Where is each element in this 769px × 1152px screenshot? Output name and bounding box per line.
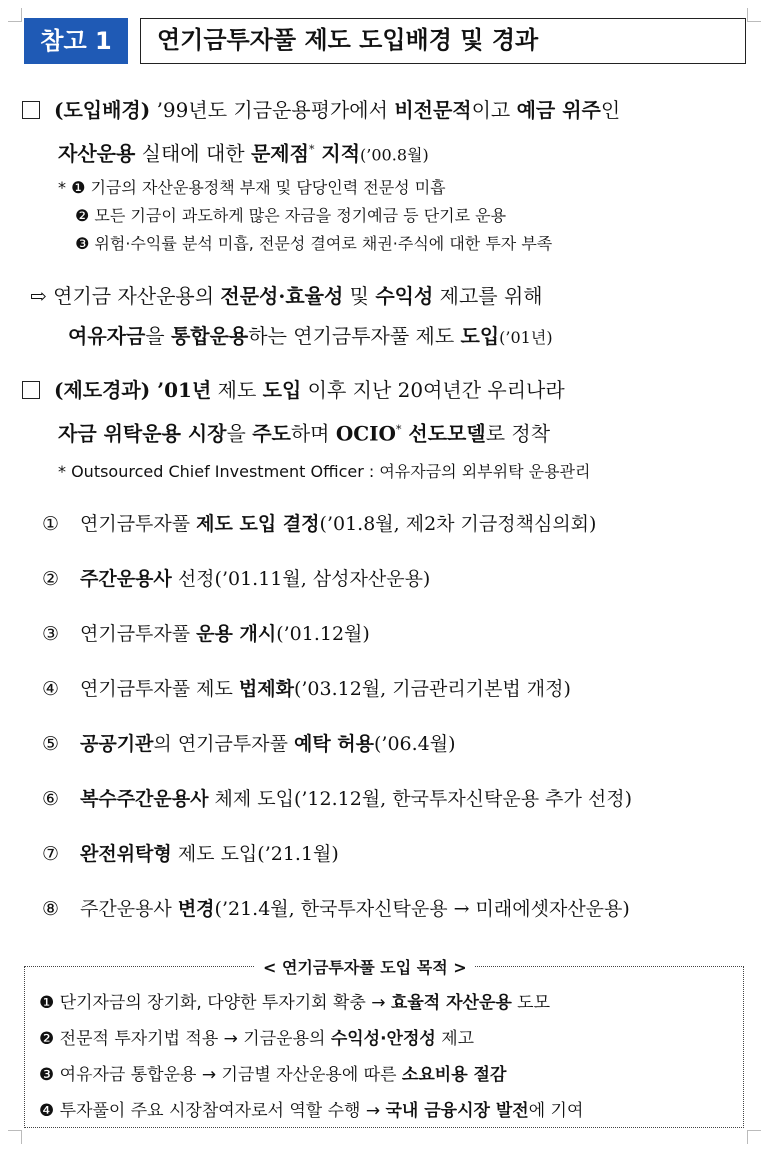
list-item: ③ 연기금투자풀 운용 개시(’01.12월) [42,623,370,645]
background-line-1: (도입배경) ’99년도 기금운용평가에서 비전문적이고 예금 위주인 [22,90,620,130]
list-item: ② 주간운용사 선정(’01.11월, 삼성자산운용) [42,568,431,590]
purpose-box [24,958,744,1128]
background-section [22,90,620,170]
crop-mark [8,8,22,22]
checkbox-square-icon [22,101,40,119]
history-section [22,370,565,450]
crop-mark [747,1130,761,1144]
right-arrow-icon: ⇨ [30,284,47,308]
crop-mark [747,8,761,22]
note-line: * ❶ 기금의 자산운용정책 부재 및 담당인력 전문성 미흡 [58,178,446,197]
history-line-2: 자금 위탁운용 시장을 주도하며 OCIO* 선도모델로 정착 [58,421,551,446]
purpose-line: ❸ 여유자금 통합운용 → 기금별 자산운용에 따른 소요비용 절감 [39,1065,507,1085]
list-item: ⑥ 복수주간운용사 체제 도입(’12.12월, 한국투자신탁운용 추가 선정) [42,788,632,810]
background-notes [58,174,552,258]
list-item: ⑦ 완전위탁형 제도 도입(’21.1월) [42,843,339,865]
purpose-line: ❹ 투자풀이 주요 시장참여자로서 역할 수행 → 국내 금융시장 발전에 기여 [39,1101,584,1121]
reference-badge: 참고 1 [24,18,128,64]
conclusion-section [30,276,553,356]
conclusion-line-1: ⇨ 연기금 자산운용의 전문성·효율성 및 수익성 제고를 위해 [30,284,543,308]
list-item: ① 연기금투자풀 제도 도입 결정(’01.8월, 제2차 기금정책심의회) [42,513,597,535]
crop-mark [8,1130,22,1144]
conclusion-line-2: 여유자금을 통합운용하는 연기금투자풀 제도 도입(’01년) [68,324,553,348]
checkbox-square-icon [22,381,40,399]
timeline-list [42,504,632,944]
list-item: ⑤ 공공기관의 연기금투자풀 예탁 허용(’06.4월) [42,733,456,755]
note-line: ❷ 모든 기금이 과도하게 많은 자금을 정기예금 등 단기로 운용 [75,206,507,225]
list-item: ⑧ 주간운용사 변경(’21.4월, 한국투자신탁운용 → 미래에셋자산운용) [42,898,630,920]
history-note [58,458,590,486]
page-title: 연기금투자풀 제도 도입배경 및 경과 [140,18,746,64]
list-item: ④ 연기금투자풀 제도 법제화(’03.12월, 기금관리기본법 개정) [42,678,571,700]
background-line-2: 자산운용 실태에 대한 문제점* 지적(’00.8월) [58,141,429,166]
history-line-1: (제도경과) ’01년 제도 도입 이후 지난 20여년간 우리나라 [22,370,565,410]
purpose-line: ❷ 전문적 투자기법 적용 → 기금운용의 수익성·안정성 제고 [39,1029,475,1049]
note-line: ❸ 위험·수익률 분석 미흡, 전문성 결여로 채권·주식에 대한 투자 부족 [75,234,553,253]
purpose-title: < 연기금투자풀 도입 목적 > [255,955,475,978]
note-line: * Outsourced Chief Investment Officer : 여유자금의 외부위탁 운용관리 [58,462,591,481]
purpose-line: ❶ 단기자금의 장기화, 다양한 투자기회 확충 → 효율적 자산운용 도모 [39,993,551,1013]
